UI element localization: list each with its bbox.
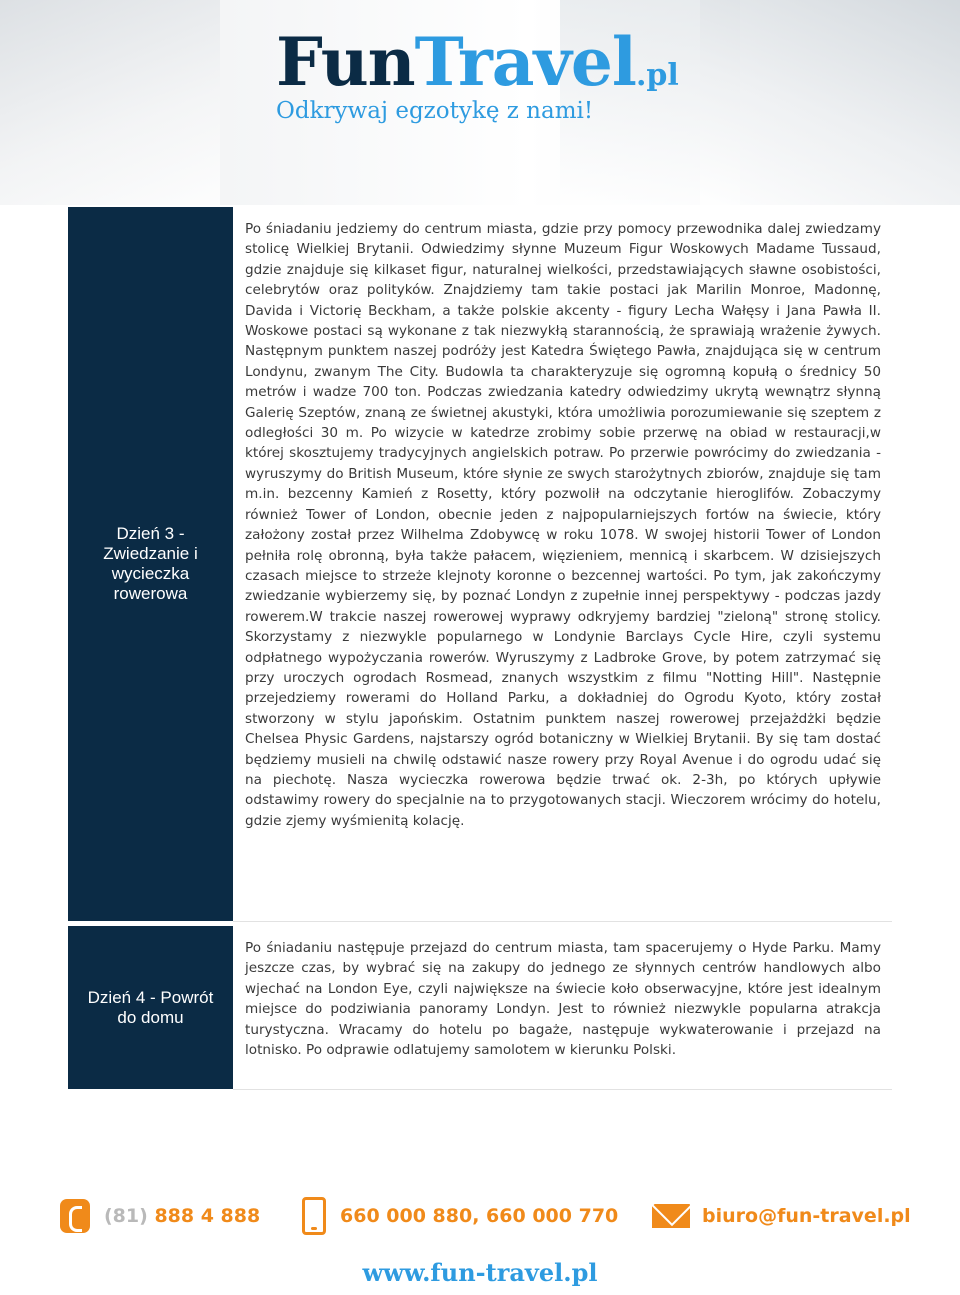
phone-contact[interactable] [60, 1196, 260, 1236]
header-background-photo-right [700, 0, 960, 205]
mobile-phone-icon [302, 1197, 326, 1235]
tagline: Odkrywaj egzotykę z nami! [276, 98, 594, 124]
day-label-text: Dzień 3 - Zwiedzanie i wycieczka rowerowa [103, 524, 198, 603]
phone-prefix: (81) [104, 1205, 148, 1227]
email-contact[interactable] [652, 1196, 911, 1236]
funtravel-logo[interactable] [276, 22, 679, 102]
day-description: Po śniadaniu jedziemy do centrum miasta, gdzie przy pomocy przewodnika dalej zwiedzamy stolicę Wielkiej Brytanii. Odwiedzimy słynne Muzeum Figur Woskowych Madame Tussaud, gdzie znajduje się kilkaset figur, naturalnej wielkości, przedstawiających sławne osobistości, celebrytów oraz polityków. Znajdziemy tam takie postaci jak Marilin Monroe, Madonnę, Davida i Victorię Beckham, a także polskie akcenty - figury Lecha Wałęsy i Jana Pawła II. Woskowe postaci są wykonane z tak niezwykłą starannością, że sprawiają wrażenie żywych. Następnym punktem naszej podróży jest Katedra Świętego Pawła, znajdująca się w centrum Londynu, zwanym The City. Budowla ta charakteryzuje się ogromną kopułą o średnicy 50 metrów i wadze 700 ton. Podczas zwiedzania katedry odwiedzimy ukrytą wewnątrz słynną Galerię Szeptów, znaną ze świetnej akustyki, która umożliwia porozumiewanie się szeptem z odległości 30 m. Po wizycie w katedrze zrobimy sobie przerwę na obiad w restauracji,w której skosztujemy tradycyjnych angielskich potraw. Po przerwie powrócimy do zwiedzania - wyruszymy do British Museum, które słynie ze swych starożytnych zbiorów, znajduje się tam m.in. bezcenny Kamień z Rosetty, który pozwolił na odczytanie hieroglifów. Zobaczymy również Tower of London, obecnie jeden z najpopularniejszych fortów na świecie, który założony został przez Wilhelma Zdobywcę w roku 1078. W swojej historii Tower of London pełniła rolę obronną, była także pałacem, więzieniem, mennicą i skarbcem. W dzisiejszych czasach miejsce to strzeże klejnoty koronne o bezcennej wartości. Po tym, jak zakończymy zwiedzanie wybierzemy się, by poznać Londyn z zupełnie innej perspektywy - podczas jazdy rowerem.W trakcie naszej rowerowej wyprawy odkryjemy bardziej "zieloną" stronę stolicy. Skorzystamy z niezwykle popularnego w Londynie Barclays Cycle Hire, czyli systemu odpłatnego wypożyczania rowerów. Wyruszymy z Ladbroke Grove, by potem zatrzymać się przy uroczych ogrodach Rosmead, znanych wszystkim z filmu "Notting Hill". Następnie przejedziemy rowerami do Holland Parku, a dokładniej do Ogrodu Kyoto, który został stworzony w stylu japońskim. Ostatnim punktem naszej rowerowej przejażdżki będzie Chelsea Physic Gardens, najstarszy ogród botaniczny w Wielkiej Brytanii. By się tam dostać będziemy musieli na chwilę odstawić nasze rowery przy Royal Avenue i do ogrodu udać się na piechotę. Nasza wycieczka rowerowa będzie trwać ok. 2-3h, po których upływie odstawimy rowery do specjalnie na to przygotowanych stacji. Wieczorem wrócimy do hotelu, gdzie zjemy wyśmienitą kolację. [245, 221, 881, 829]
header-banner [0, 0, 960, 205]
logo-travel: Travel [414, 23, 636, 101]
itinerary-day-row [68, 926, 892, 1089]
day-label-text: Dzień 4 - Powrót do domu [87, 987, 214, 1027]
day-label [68, 926, 233, 1089]
envelope-icon [652, 1204, 690, 1228]
day-description: Po śniadaniu następuje przejazd do centrum miasta, tam spacerujemy o Hyde Parku. Mamy jeszcze czas, by wybrać się na zakupy do jednego ze słynnych centrów handlowych albo wjechać na London Eye, czyli największe na świecie koło obserwacyjne, które jest idealnym miejsce do podziwiania panoramy Londyn. Jest to również niezwykle popularna atrakcja turystyczna. Wracamy do hotelu po bagaże, następuje wykwaterowanie i przejazd na lotnisko. Po odprawie odlatujemy samolotem w kierunku Polski. [245, 940, 881, 1059]
phone-number-main: 888 4 888 [154, 1205, 261, 1227]
header-background-photo-left [0, 0, 220, 205]
phone-number [104, 1205, 260, 1227]
logo-pl: .pl [635, 58, 679, 93]
mobile-numbers: 660 000 880, 660 000 770 [340, 1205, 619, 1227]
website-link[interactable]: www.fun-travel.pl [362, 1258, 598, 1287]
logo-fun: Fun [276, 23, 415, 101]
day-label [68, 207, 233, 921]
row-divider [233, 921, 892, 922]
email-address: biuro@fun-travel.pl [702, 1205, 911, 1227]
row-divider [233, 1089, 892, 1090]
itinerary-day-row [68, 207, 892, 921]
phone-icon [60, 1199, 90, 1233]
mobile-contact[interactable] [302, 1196, 618, 1236]
